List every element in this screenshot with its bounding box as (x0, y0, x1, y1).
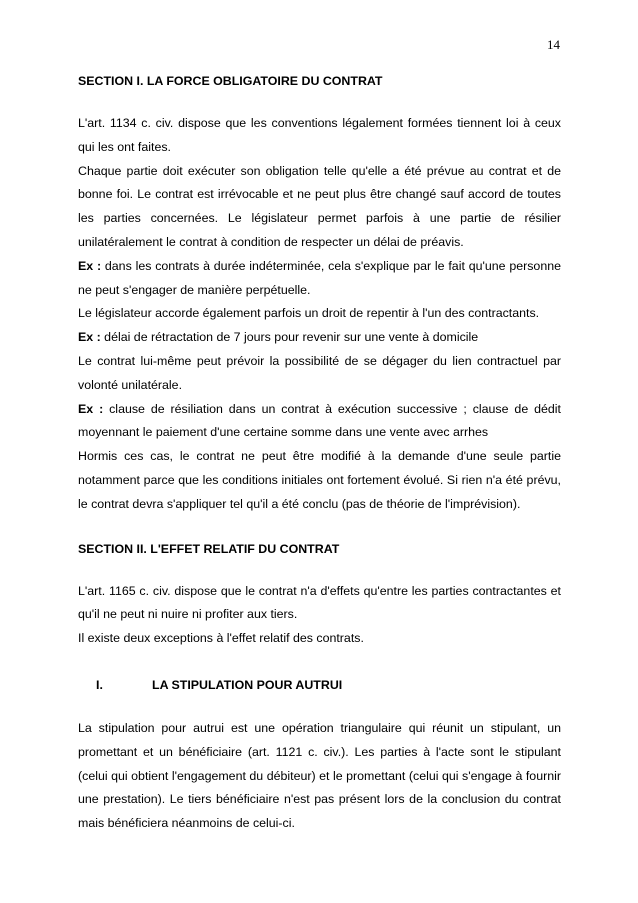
paragraph: Le contrat lui-même peut prévoir la possibilité de se dégager du lien contractuel par volonté unilatérale. (78, 353, 561, 392)
example-text: clause de résiliation dans un contrat à exécution successive ; clause de dédit moyennant le paiement d'une certaine somme dans une vente avec arrhes (78, 401, 561, 440)
section-1-title: SECTION I. LA FORCE OBLIGATOIRE DU CONTRAT (78, 74, 383, 88)
paragraph: Il existe deux exceptions à l'effet relatif des contrats. (78, 631, 364, 646)
paragraph: L'art. 1165 c. civ. dispose que le contrat n'a d'effets qu'entre les parties contractantes et qu'il ne peut ni nuire ni profiter aux tiers. (78, 583, 561, 622)
page-content (78, 70, 561, 836)
page-number: 14 (547, 37, 560, 52)
example-text: délai de rétractation de 7 jours pour revenir sur une vente à domicile (100, 330, 479, 345)
example-label: Ex : (78, 330, 101, 345)
paragraph: La stipulation pour autrui est une opération triangulaire qui réunit un stipulant, un promettant et un bénéficiaire (art. 1121 c. civ.). Les parties à l'acte sont le stipulant (celui qui obtient l'engagement du débiteur) et le promettant (celui qui s'engage à fournir une prestation). Le tiers bénéficiaire n'est pas présent lors de la conclusion du contrat mais bénéficiera néanmoins de celui-ci. (78, 720, 561, 831)
paragraph: Hormis ces cas, le contrat ne peut être modifié à la demande d'une seule partie notamment parce que les conditions initiales ont fortement évolué. Si rien n'a été prévu, le contrat devra s'appliquer tel qu'il a été conclu (pas de théorie de l'imprévision). (78, 449, 561, 511)
paragraph: Le législateur accorde également parfois un droit de repentir à l'un des contractants. (78, 306, 540, 321)
example-label: Ex : (78, 258, 102, 273)
example-label: Ex : (78, 401, 104, 416)
example-paragraph (78, 326, 561, 350)
example-paragraph (78, 398, 561, 446)
example-text: dans les contrats à durée indéterminée, cela s'explique par le fait qu'une personne ne peut s'engager de manière perpétuelle. (78, 258, 561, 297)
subsection-title: LA STIPULATION POUR AUTRUI (152, 677, 343, 692)
paragraph: L'art. 1134 c. civ. dispose que les conventions légalement formées tiennent loi à ceux qui les ont faites. (78, 116, 561, 154)
section-2-title: SECTION II. L'EFFET RELATIF DU CONTRAT (78, 541, 340, 556)
subsection-heading (78, 674, 561, 696)
example-paragraph (78, 255, 561, 303)
subsection-number: I. (96, 677, 103, 692)
paragraph: Chaque partie doit exécuter son obligation telle qu'elle a été prévue au contrat et de bonne foi. Le contrat est irrévocable et ne peut plus être changé sauf accord de toutes les parties concernées. Le législateur permet parfois à une partie de résilier unilatéralement le contrat à condition de respecter un délai de préavis. (78, 163, 561, 249)
